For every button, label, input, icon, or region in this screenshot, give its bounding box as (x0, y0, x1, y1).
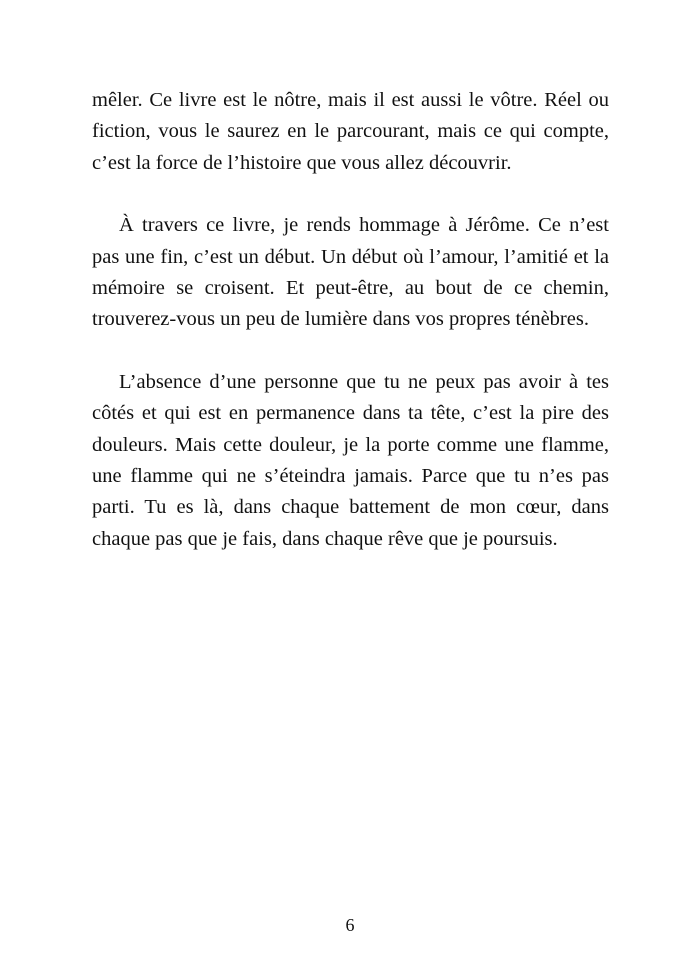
paragraph-hommage: À travers ce livre, je rends hommage à Jérôme. Ce n’est pas une fin, c’est un début. Un début où l’amour, l’amitié et la mémoire se croisent. Et peut-être, au bout de ce chemin, trouverez-vous un peu de lumière dans vos propres ténèbres. (92, 214, 609, 331)
body-text (92, 85, 609, 586)
paragraph-absence: L’absence d’une personne que tu ne peux pas avoir à tes côtés et qui est en permanence dans ta tête, c’est la pire des douleurs. Mais cette douleur, je la porte comme une flamme, une flamme qui ne s’éteindra jamais. Parce que tu n’es pas parti. Tu es là, dans chaque battement de mon cœur, dans chaque pas que je fais, dans chaque rêve que je poursuis. (92, 370, 609, 550)
page-number: 6 (345, 915, 355, 935)
paragraph-continuation: mêler. Ce livre est le nôtre, mais il est aussi le vôtre. Réel ou fiction, vous le saurez en le parcourant, mais ce qui compte, c’est la force de l’histoire que vous allez découvrir. (92, 89, 609, 174)
